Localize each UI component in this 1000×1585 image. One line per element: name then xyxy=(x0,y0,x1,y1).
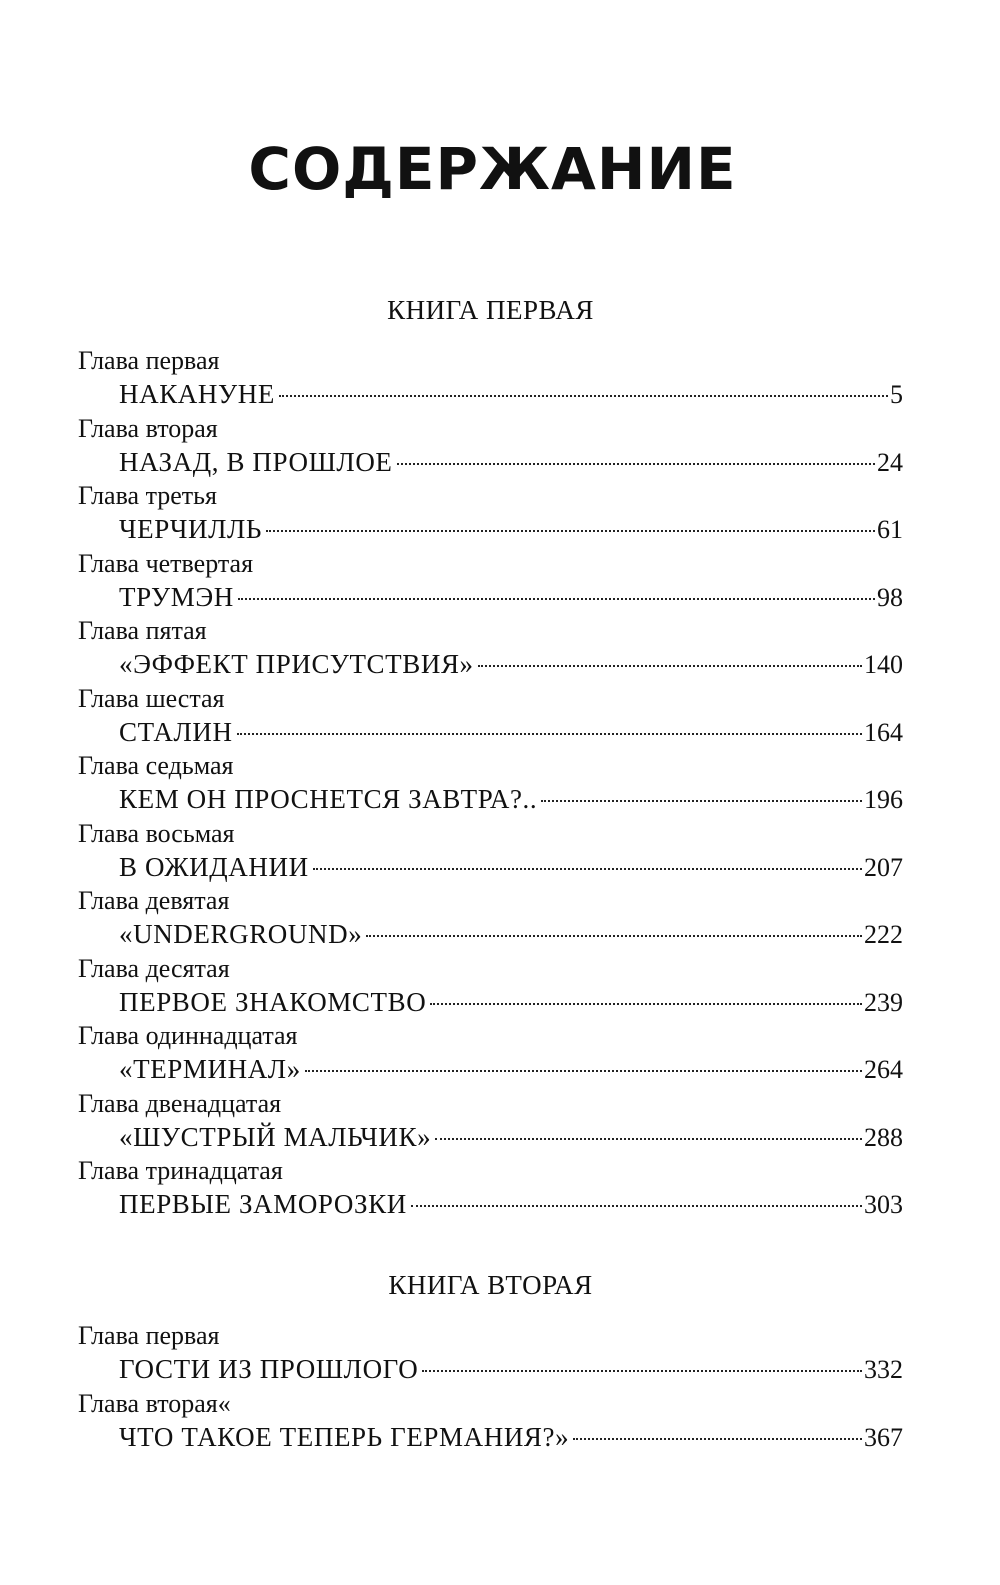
page-number[interactable]: 196 xyxy=(864,785,903,814)
toc-entry[interactable] xyxy=(78,479,903,547)
toc-entry[interactable] xyxy=(78,547,903,615)
chapter-line[interactable] xyxy=(78,1187,903,1222)
dot-leader xyxy=(397,463,875,465)
page-number[interactable]: 222 xyxy=(864,920,903,949)
toc-entry[interactable] xyxy=(78,1154,903,1222)
chapter-label: Глава вторая xyxy=(78,413,218,443)
chapter-title[interactable]: ЧЕРЧИЛЛЬ xyxy=(119,514,263,544)
chapter-label: Глава восьмая xyxy=(78,818,235,848)
chapter-title[interactable]: ПЕРВЫЕ ЗАМОРОЗКИ xyxy=(119,1189,407,1219)
toc-entry[interactable] xyxy=(78,412,903,480)
dot-leader xyxy=(435,1138,862,1140)
chapter-title[interactable]: ЧТО ТАКОЕ ТЕПЕРЬ ГЕРМАНИЯ?» xyxy=(119,1421,570,1452)
chapter-title[interactable]: КЕМ ОН ПРОСНЕТСЯ ЗАВТРА?.. xyxy=(119,784,538,814)
page-title: СОДЕРЖАНИЕ xyxy=(248,135,737,203)
book-section-two xyxy=(78,1263,903,1454)
chapter-line[interactable] xyxy=(78,1352,903,1387)
chapter-label: Глава одиннадцатая xyxy=(78,1021,298,1050)
page-number[interactable]: 332 xyxy=(864,1355,903,1384)
chapter-line[interactable] xyxy=(78,647,903,682)
chapter-label: Глава вторая« xyxy=(78,1388,231,1418)
page-number[interactable]: 239 xyxy=(864,987,903,1017)
chapter-title[interactable]: «ШУСТРЫЙ МАЛЬЧИК» xyxy=(119,1121,432,1152)
toc-entry[interactable] xyxy=(78,1019,903,1087)
chapter-line[interactable] xyxy=(78,1420,903,1455)
chapter-title[interactable]: В ОЖИДАНИИ xyxy=(119,851,309,882)
book-section-one xyxy=(78,288,903,1222)
page-number[interactable]: 288 xyxy=(864,1122,903,1152)
toc-entry[interactable] xyxy=(78,749,903,817)
toc-entry[interactable] xyxy=(78,1387,903,1455)
chapter-label: Глава десятая xyxy=(78,953,230,983)
page-number[interactable]: 303 xyxy=(864,1190,903,1219)
page-number[interactable]: 367 xyxy=(864,1422,903,1452)
page-number[interactable]: 5 xyxy=(890,380,903,409)
toc-entry[interactable] xyxy=(78,884,903,952)
page-number[interactable]: 140 xyxy=(864,650,903,679)
chapter-title[interactable]: НАЗАД, В ПРОШЛОЕ xyxy=(119,446,393,477)
page-number[interactable]: 207 xyxy=(864,852,903,882)
page-number[interactable]: 61 xyxy=(877,515,903,544)
chapter-line[interactable] xyxy=(78,445,903,480)
dot-leader xyxy=(305,1070,862,1072)
toc-entry[interactable] xyxy=(78,614,903,682)
chapter-label: Глава девятая xyxy=(78,886,230,915)
chapter-line[interactable] xyxy=(78,850,903,885)
page-number[interactable]: 164 xyxy=(864,717,903,747)
dot-leader xyxy=(573,1438,862,1440)
book-heading: КНИГА ВТОРАЯ xyxy=(388,1270,593,1300)
page-number[interactable]: 98 xyxy=(877,582,903,612)
chapter-line[interactable] xyxy=(78,715,903,750)
chapter-label: Глава третья xyxy=(78,481,217,510)
dot-leader xyxy=(422,1370,862,1372)
toc-entry[interactable] xyxy=(78,344,903,412)
chapter-line[interactable] xyxy=(78,782,903,817)
chapter-label: Глава первая xyxy=(78,346,220,375)
chapter-line[interactable] xyxy=(78,985,903,1020)
dot-leader xyxy=(478,665,862,667)
chapter-label: Глава четвертая xyxy=(78,548,254,578)
chapter-title[interactable]: ГОСТИ ИЗ ПРОШЛОГО xyxy=(119,1354,419,1384)
chapter-title[interactable]: ПЕРВОЕ ЗНАКОМСТВО xyxy=(119,986,427,1017)
chapter-title[interactable]: ТРУМЭН xyxy=(119,581,234,612)
chapter-title[interactable]: «UNDERGROUND» xyxy=(119,919,363,949)
toc-entry[interactable] xyxy=(78,952,903,1020)
dot-leader xyxy=(541,800,862,802)
chapter-label: Глава двенадцатая xyxy=(78,1088,282,1118)
chapter-label: Глава первая xyxy=(78,1321,220,1350)
toc-entry[interactable] xyxy=(78,817,903,885)
dot-leader xyxy=(430,1003,862,1005)
dot-leader xyxy=(411,1205,862,1207)
chapter-line[interactable] xyxy=(78,512,903,547)
chapter-label: Глава пятая xyxy=(78,616,207,645)
chapter-title[interactable]: «ТЕРМИНАЛ» xyxy=(119,1054,301,1084)
dot-leader xyxy=(313,868,862,870)
dot-leader xyxy=(366,935,862,937)
chapter-label: Глава седьмая xyxy=(78,751,234,780)
chapter-line[interactable] xyxy=(78,1120,903,1155)
chapter-line[interactable] xyxy=(78,917,903,952)
dot-leader xyxy=(238,598,875,600)
dot-leader xyxy=(279,395,888,397)
chapter-title[interactable]: СТАЛИН xyxy=(119,716,233,747)
page-number[interactable]: 24 xyxy=(877,447,903,477)
toc-entry[interactable] xyxy=(78,1087,903,1155)
book-heading: КНИГА ПЕРВАЯ xyxy=(387,295,594,325)
chapter-title[interactable]: «ЭФФЕКТ ПРИСУТСТВИЯ» xyxy=(119,649,474,679)
chapter-line[interactable] xyxy=(78,377,903,412)
chapter-label: Глава шестая xyxy=(78,683,225,713)
dot-leader xyxy=(237,733,862,735)
chapter-label: Глава тринадцатая xyxy=(78,1156,283,1185)
page-number[interactable]: 264 xyxy=(864,1055,903,1084)
toc-entry[interactable] xyxy=(78,1319,903,1387)
chapter-line[interactable] xyxy=(78,1052,903,1087)
dot-leader xyxy=(266,530,875,532)
toc-entry[interactable] xyxy=(78,682,903,750)
chapter-title[interactable]: НАКАНУНЕ xyxy=(119,379,275,409)
chapter-line[interactable] xyxy=(78,580,903,615)
